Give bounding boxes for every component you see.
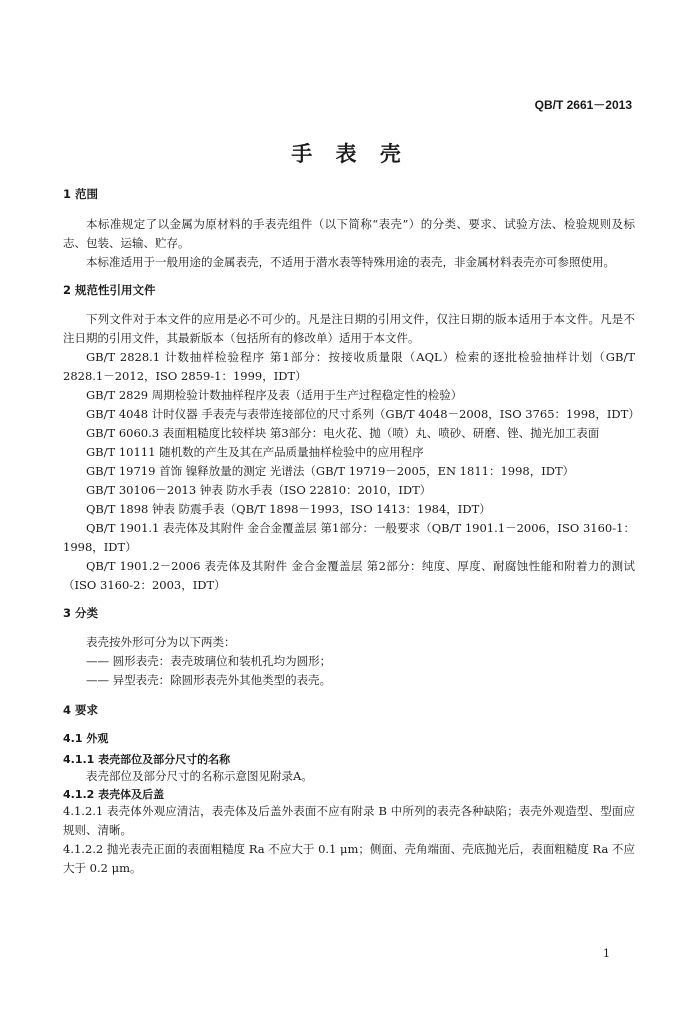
section-3-intro: 表壳按外形可分为以下两类： [86, 635, 236, 649]
subsection-4-1-1-text: 表壳部位及部分尺寸的名称示意图见附录A。 [86, 769, 313, 783]
classification-item: —— 异型表壳：除圆形表壳外其他类型的表壳。 [86, 673, 332, 687]
page-title: 手 表 壳 [291, 142, 409, 166]
reference-item: GB/T 2829 周期检验计数抽样程序及表（适用于生产过程稳定性的检验） [86, 388, 463, 402]
section-1-paragraph: 本标准适用于一般用途的金属表壳，不适用于潜水表等特殊用途的表壳，非金属材料表壳亦可参照使用。 [86, 255, 615, 269]
section-3-heading: 3 分类 [63, 606, 99, 620]
subsection-4-1-1-heading: 4.1.1 表壳部位及部分尺寸的名称 [63, 753, 231, 766]
reference-item: GB/T 4048 计时仪器 手表壳与表带连接部位的尺寸系列（GB/T 4048－2008，ISO 3765：1998，IDT） [86, 407, 640, 421]
section-2-heading: 2 规范性引用文件 [63, 283, 156, 297]
subsection-4-1-heading: 4.1 外观 [63, 732, 109, 745]
reference-item: GB/T 6060.3 表面粗糙度比较样块 第3部分：电火花、抛（喷）丸、喷砂、研磨、锉、抛光加工表面 [86, 426, 600, 440]
section-4-heading: 4 要求 [63, 703, 99, 717]
reference-item: GB/T 10111 随机数的产生及其在产品质量抽样检验中的应用程序 [86, 445, 424, 459]
reference-item: QB/T 1898 钟表 防震手表（QB/T 1898－1993，ISO 1413：1984，IDT） [86, 502, 491, 516]
reference-item: GB/T 2828.1 计数抽样检验程序 第1部分：按接收质量限（AQL）检索的逐批检验抽样计划（GB/T 2828.1－2012，ISO 2859-1：1999，IDT） [63, 350, 635, 383]
section-2-intro: 下列文件对于本文件的应用是必不可少的。凡是注日期的引用文件，仅注日期的版本适用于本文件。凡是不注日期的引用文件，其最新版本（包括所有的修改单）适用于本文件。 [63, 312, 635, 345]
reference-item: QB/T 1901.2－2006 表壳体及其附件 金合金覆盖层 第2部分：纯度、厚度、耐腐蚀性能和附着力的测试（ISO 3160-2：2003，IDT） [63, 559, 635, 592]
clause-4-1-2-1: 4.1.2.1 表壳体外观应清洁，表壳体及后盖外表面不应有附录 B 中所列的表壳各种缺陷；表壳外观造型、型面应规则、清晰。 [63, 804, 635, 837]
reference-item: GB/T 19719 首饰 镍释放量的测定 光谱法（GB/T 19719－2005，EN 1811：1998，IDT） [86, 464, 575, 478]
subsection-4-1-2-heading: 4.1.2 表壳体及后盖 [63, 788, 165, 801]
clause-4-1-2-2: 4.1.2.2 抛光表壳正面的表面粗糙度 Ra 不应大于 0.1 μm；侧面、壳角端面、壳底抛光后，表面粗糙度 Ra 不应大于 0.2 μm。 [63, 842, 635, 875]
classification-item: —— 圆形表壳：表壳玻璃位和装机孔均为圆形； [86, 654, 332, 668]
section-1-heading: 1 范围 [63, 187, 99, 201]
reference-item: GB/T 30106－2013 钟表 防水手表（ISO 22810：2010，IDT） [86, 483, 432, 497]
page-number: 1 [603, 947, 610, 960]
document-body [63, 178, 640, 878]
standard-code: QB/T 2661－2013 [534, 98, 632, 112]
section-1-paragraph: 本标准规定了以金属为原材料的手表壳组件（以下简称“表壳”）的分类、要求、试验方法、检验规则及标志、包装、运输、贮存。 [63, 217, 635, 250]
reference-item: QB/T 1901.1 表壳体及其附件 金合金覆盖层 第1部分：一般要求（QB/T 1901.1－2006，ISO 3160-1：1998，IDT） [63, 521, 635, 554]
